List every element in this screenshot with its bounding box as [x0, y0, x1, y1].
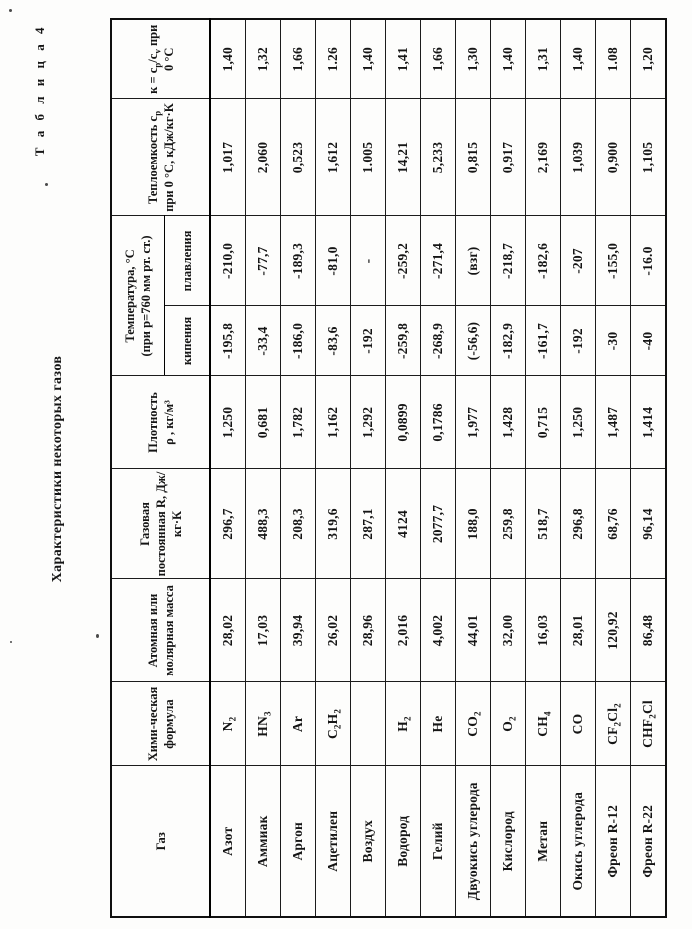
cell-heat-capacity: 2,169 — [526, 99, 561, 216]
cell-heat-capacity: 1,039 — [561, 99, 596, 216]
cell-heat-capacity: 0,815 — [456, 99, 491, 216]
table-row — [456, 19, 491, 917]
cell-melting-temp: -259,2 — [386, 216, 421, 306]
cell-formula: He — [421, 682, 456, 766]
cell-gas-name: Фреон R-22 — [631, 766, 667, 917]
table-row — [316, 19, 351, 917]
cell-boiling-temp: -192 — [561, 306, 596, 376]
cell-formula: $C_2H_2$ — [316, 682, 351, 766]
cell-k-ratio: 1,66 — [421, 19, 456, 99]
cell-k-ratio: 1,40 — [491, 19, 526, 99]
cell-mass: 26,02 — [316, 579, 351, 682]
cell-formula: $CH_4$ — [526, 682, 561, 766]
cell-heat-capacity: 5,233 — [421, 99, 456, 216]
cell-gas-constant: 296,7 — [210, 469, 246, 579]
table-row — [386, 19, 421, 917]
cell-gas-constant: 68,76 — [596, 469, 631, 579]
cell-heat-capacity: 0,917 — [491, 99, 526, 216]
cell-density: 0,0899 — [386, 376, 421, 469]
cell-heat-capacity: 14,21 — [386, 99, 421, 216]
gas-properties-table — [110, 18, 667, 918]
cell-gas-constant: 287,1 — [351, 469, 386, 579]
cell-density: 1,428 — [491, 376, 526, 469]
cell-gas-name: Аргон — [281, 766, 316, 917]
cell-formula: $HN_3$ — [246, 682, 281, 766]
cell-melting-temp: -210,0 — [210, 216, 246, 306]
table-row — [561, 19, 596, 917]
cell-heat-capacity: 2,060 — [246, 99, 281, 216]
cell-boiling-temp: -161,7 — [526, 306, 561, 376]
table-header — [111, 19, 210, 917]
cell-k-ratio: 1,32 — [246, 19, 281, 99]
cell-heat-capacity: 0,523 — [281, 99, 316, 216]
cell-k-ratio: 1,40 — [210, 19, 246, 99]
cell-density: 1,250 — [561, 376, 596, 469]
cell-melting-temp: -77,7 — [246, 216, 281, 306]
table-row — [421, 19, 456, 917]
cell-gas-constant: 488,3 — [246, 469, 281, 579]
density-label-line2: ρ , кг/м³ — [161, 400, 176, 445]
cell-mass: 28,01 — [561, 579, 596, 682]
cell-melting-temp: -182,6 — [526, 216, 561, 306]
table-row — [491, 19, 526, 917]
cell-boiling-temp: -33,4 — [246, 306, 281, 376]
scan-speck — [10, 641, 12, 643]
cell-melting-temp: -271,4 — [421, 216, 456, 306]
cell-gas-name: Окись углерода — [561, 766, 596, 917]
cell-mass: 16,03 — [526, 579, 561, 682]
cell-density: 1,250 — [210, 376, 246, 469]
cell-boiling-temp: -192 — [351, 306, 386, 376]
cell-k-ratio: 1,66 — [281, 19, 316, 99]
cell-gas-name: Метан — [526, 766, 561, 917]
col-header-gas: Газ — [111, 766, 210, 917]
cell-gas-constant: 208,3 — [281, 469, 316, 579]
cell-melting-temp: (взг) — [456, 216, 491, 306]
cell-boiling-temp: -182,9 — [491, 306, 526, 376]
cell-boiling-temp: -259,8 — [386, 306, 421, 376]
cell-gas-name: Водород — [386, 766, 421, 917]
cell-gas-name: Кислород — [491, 766, 526, 917]
cell-gas-constant: 296,8 — [561, 469, 596, 579]
cell-k-ratio: 1,40 — [351, 19, 386, 99]
cell-mass: 17,03 — [246, 579, 281, 682]
table-row — [631, 19, 667, 917]
cell-formula: $H_2$ — [386, 682, 421, 766]
col-header-temperature — [111, 216, 165, 376]
cell-boiling-temp: -195,8 — [210, 306, 246, 376]
cell-gas-name: Двуокись углерода — [456, 766, 491, 917]
cell-gas-constant: 4124 — [386, 469, 421, 579]
cell-melting-temp: -155,0 — [596, 216, 631, 306]
cell-mass: 28,02 — [210, 579, 246, 682]
cell-heat-capacity: 1,105 — [631, 99, 667, 216]
cell-melting-temp: -218,7 — [491, 216, 526, 306]
cell-melting-temp: -81,0 — [316, 216, 351, 306]
col-header-mass: Атомная или молярная масса — [111, 579, 210, 682]
cell-heat-capacity: 1,017 — [210, 99, 246, 216]
cell-density: 0,715 — [526, 376, 561, 469]
table-row — [281, 19, 316, 917]
scan-speck — [9, 9, 12, 12]
col-header-density — [111, 376, 210, 469]
cell-density: 1,414 — [631, 376, 667, 469]
cell-mass: 44,01 — [456, 579, 491, 682]
cell-formula: $O_2$ — [491, 682, 526, 766]
cell-gas-name: Азот — [210, 766, 246, 917]
cell-density: 1,162 — [316, 376, 351, 469]
cell-mass: 32,00 — [491, 579, 526, 682]
cell-mass: 120,92 — [596, 579, 631, 682]
cell-boiling-temp: -40 — [631, 306, 667, 376]
cell-density: 1,977 — [456, 376, 491, 469]
cell-formula: $CHF_2Cl$ — [631, 682, 667, 766]
cell-k-ratio: 1,31 — [526, 19, 561, 99]
cell-formula — [351, 682, 386, 766]
cell-melting-temp: -189,3 — [281, 216, 316, 306]
cell-k-ratio: 1.08 — [596, 19, 631, 99]
cell-boiling-temp: -186,0 — [281, 306, 316, 376]
cell-formula: $CO_2$ — [456, 682, 491, 766]
cell-heat-capacity: 1.005 — [351, 99, 386, 216]
table-body — [210, 19, 666, 917]
cell-gas-constant: 96,14 — [631, 469, 667, 579]
cell-k-ratio: 1,30 — [456, 19, 491, 99]
cell-gas-name: Ацетилен — [316, 766, 351, 917]
table-row — [526, 19, 561, 917]
temperature-label-line1: Температура, °С — [123, 249, 137, 343]
cell-melting-temp: - — [351, 216, 386, 306]
cell-gas-name: Аммиак — [246, 766, 281, 917]
cell-mass: 86,48 — [631, 579, 667, 682]
cell-gas-name: Воздух — [351, 766, 386, 917]
table-row — [596, 19, 631, 917]
cell-k-ratio: 1,20 — [631, 19, 667, 99]
cell-gas-constant: 319,6 — [316, 469, 351, 579]
cell-k-ratio: 1,41 — [386, 19, 421, 99]
cell-mass: 28,96 — [351, 579, 386, 682]
temperature-label-line2: (при р=760 мм рт. ст.) — [139, 235, 153, 357]
table-number-label: Т а б л и ц а 4 — [32, 24, 47, 157]
cell-gas-name: Гелий — [421, 766, 456, 917]
cell-gas-constant: 518,7 — [526, 469, 561, 579]
cell-gas-name: Фреон R-12 — [596, 766, 631, 917]
cell-k-ratio: 1.26 — [316, 19, 351, 99]
cell-formula: $N_2$ — [210, 682, 246, 766]
cell-density: 1,487 — [596, 376, 631, 469]
cell-melting-temp: -16.0 — [631, 216, 667, 306]
table-row — [351, 19, 386, 917]
col-header-boiling: кипения — [165, 306, 211, 376]
col-header-melting: плавления — [165, 216, 211, 306]
cell-mass: 39,94 — [281, 579, 316, 682]
cell-mass: 4,002 — [421, 579, 456, 682]
col-header-heat-capacity: Теплоемкость $с_р$ при 0 °С, кДж/кг·К — [111, 99, 210, 216]
cell-boiling-temp: (-56,6) — [456, 306, 491, 376]
cell-melting-temp: -207 — [561, 216, 596, 306]
cell-heat-capacity: 0,900 — [596, 99, 631, 216]
cell-density: 0,1786 — [421, 376, 456, 469]
cell-gas-constant: 2077,7 — [421, 469, 456, 579]
col-header-gas-constant: Газовая постоянная R, Дж/кг·К — [111, 469, 210, 579]
cell-boiling-temp: -30 — [596, 306, 631, 376]
col-header-formula: Хими-ческая формула — [111, 682, 210, 766]
cell-heat-capacity: 1,612 — [316, 99, 351, 216]
cell-formula: CO — [561, 682, 596, 766]
cell-mass: 2,016 — [386, 579, 421, 682]
cell-gas-constant: 188,0 — [456, 469, 491, 579]
cell-boiling-temp: -83,6 — [316, 306, 351, 376]
cell-density: 1,782 — [281, 376, 316, 469]
cell-formula: $CF_2Cl_2$ — [596, 682, 631, 766]
cell-k-ratio: 1,40 — [561, 19, 596, 99]
cell-density: 1,292 — [351, 376, 386, 469]
table-caption: Характеристики некоторых газов — [50, 355, 65, 583]
density-label-line1: Плотность — [145, 392, 160, 453]
table-row — [210, 19, 246, 917]
cell-formula: Ar — [281, 682, 316, 766]
cell-gas-constant: 259,8 — [491, 469, 526, 579]
cell-boiling-temp: -268,9 — [421, 306, 456, 376]
col-header-k-ratio: $к = с_р/с_v$ при 0 °С — [111, 19, 210, 99]
rotated-table-canvas — [30, 20, 670, 918]
table-row — [246, 19, 281, 917]
cell-density: 0,681 — [246, 376, 281, 469]
